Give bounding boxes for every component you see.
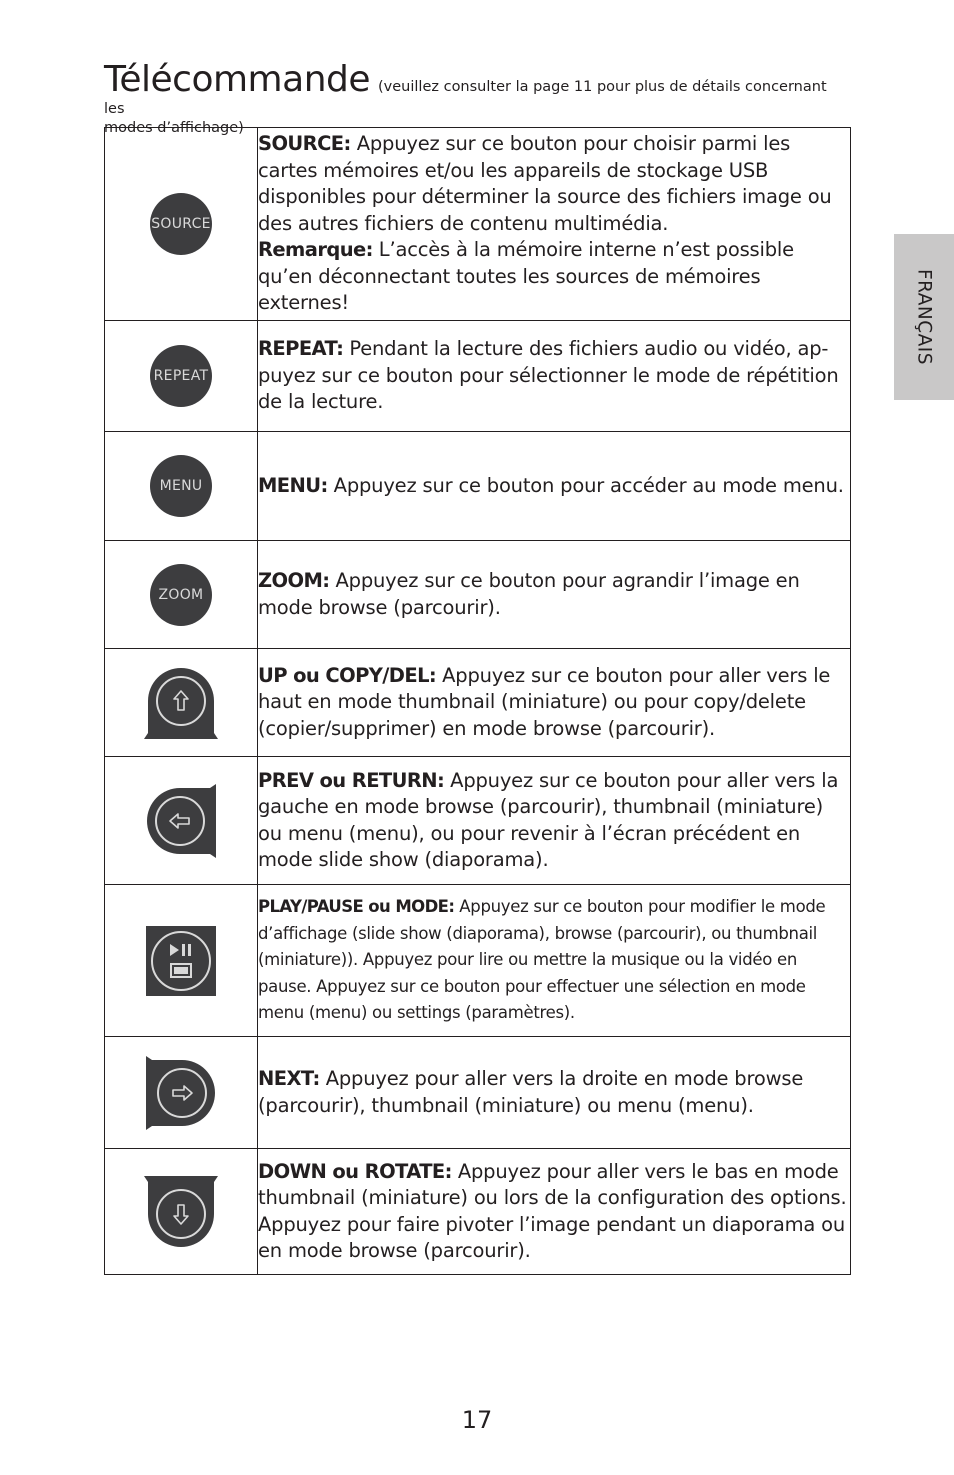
- table-row: [105, 649, 851, 757]
- row-description: [258, 541, 851, 649]
- right-arrow-button-icon: [146, 1056, 216, 1130]
- repeat-button-icon: [150, 345, 212, 407]
- up-arrow-button-icon: [144, 667, 218, 739]
- note-text: L’accès à la mémoire interne n’est possible qu’en déconnectant toutes les sources de mémoires externes!: [258, 238, 794, 315]
- source-button-label: SOURCE: [151, 216, 211, 232]
- row-text: Appuyez pour aller vers la droite en mode browse (parcourir), thumbnail (miniature) ou menu (menu).: [258, 1067, 804, 1117]
- table-row: [105, 1037, 851, 1149]
- row-description: [258, 1149, 851, 1275]
- row-description: [258, 1037, 851, 1149]
- table-row: [105, 1149, 851, 1275]
- row-term: MENU:: [258, 473, 328, 497]
- table-row: [105, 128, 851, 321]
- row-text: Appuyez sur ce bouton pour aller vers le haut en mode thumbnail (miniature) ou pour copy/delete (copier/supprimer) en mode browse (parcourir).: [258, 663, 831, 740]
- row-text: Appuyez sur ce bouton pour agrandir l’image en mode browse (parcourir).: [258, 569, 800, 619]
- table-row: [105, 321, 851, 432]
- repeat-button-label: REPEAT: [153, 368, 209, 384]
- page-number: 17: [461, 1406, 493, 1434]
- source-button-icon: [150, 193, 212, 255]
- menu-button-icon: [150, 455, 212, 517]
- row-term: DOWN ou ROTATE:: [258, 1159, 452, 1183]
- row-term: ZOOM:: [258, 569, 330, 592]
- zoom-button-label: ZOOM: [158, 586, 204, 603]
- row-description: [258, 432, 851, 541]
- left-arrow-button-icon: [146, 784, 216, 858]
- row-term: PREV ou RETURN:: [258, 768, 445, 792]
- row-term: PLAY/PAUSE ou MODE:: [258, 897, 455, 917]
- row-text: Appuyez pour aller vers le bas en mode thumbnail (miniature) ou lors de la configuration des options. Appuyez pour faire pivoter l’image pendant un diaporama ou en mode browse (parcourir).: [258, 1159, 847, 1262]
- title-note: (veuillez consulter la page 11 pour plus de détails concernant les: [104, 79, 827, 117]
- table-row: [105, 757, 851, 885]
- remote-control-table: [104, 127, 851, 1275]
- language-tab: [894, 234, 954, 400]
- down-arrow-button-icon: [144, 1176, 218, 1248]
- row-term: NEXT:: [258, 1067, 320, 1090]
- zoom-button-icon: [150, 564, 212, 626]
- row-term: REPEAT:: [258, 337, 344, 361]
- table-row: [105, 432, 851, 541]
- language-tab-label: FRANÇAIS: [913, 268, 935, 366]
- row-text: Appuyez sur ce bouton pour modifier le mode d’affichage (slide show (diaporama), browse (parcourir), ou thumbnail (miniature)). Appuyez pour lire ou mettre la musique ou la vidéo en pause. Appuyez sur ce bouton pour effectuer une sélection en mode menu (menu) ou settings (paramètres).: [258, 897, 826, 1023]
- row-text: Pendant la lecture des fichiers audio ou vidéo, appuyez sur ce bouton pour sélectionner le mode de répétition de la lecture.: [258, 337, 839, 414]
- play-pause-button-icon: [146, 926, 216, 996]
- row-term: UP ou COPY/DEL:: [258, 663, 437, 687]
- menu-button-label: MENU: [159, 478, 203, 494]
- row-text: Appuyez sur ce bouton pour aller vers la gauche en mode browse (parcourir), thumbnail (miniature) ou menu (menu), ou pour revenir à l’écran précédent en mode slide show (diaporama).: [258, 768, 839, 871]
- row-text: Appuyez sur ce bouton pour accéder au mode menu.: [327, 473, 844, 497]
- title-note-continued: modes d’affichage): [104, 120, 244, 136]
- table-row: [105, 541, 851, 649]
- row-description: [258, 885, 851, 1037]
- row-description: [258, 128, 851, 321]
- table-row: [105, 885, 851, 1037]
- row-term: SOURCE:: [258, 132, 351, 156]
- row-description: [258, 321, 851, 432]
- note-term: Remarque:: [258, 238, 373, 262]
- row-description: [258, 757, 851, 885]
- row-description: [258, 649, 851, 757]
- page-title: Télécommande: [104, 59, 371, 100]
- row-text: Appuyez sur ce bouton pour choisir parmi les cartes mémoires et/ou les appareils de stockage USB disponibles pour déterminer la source des fichiers image ou des autres fichiers de contenu multimédia.: [258, 132, 832, 235]
